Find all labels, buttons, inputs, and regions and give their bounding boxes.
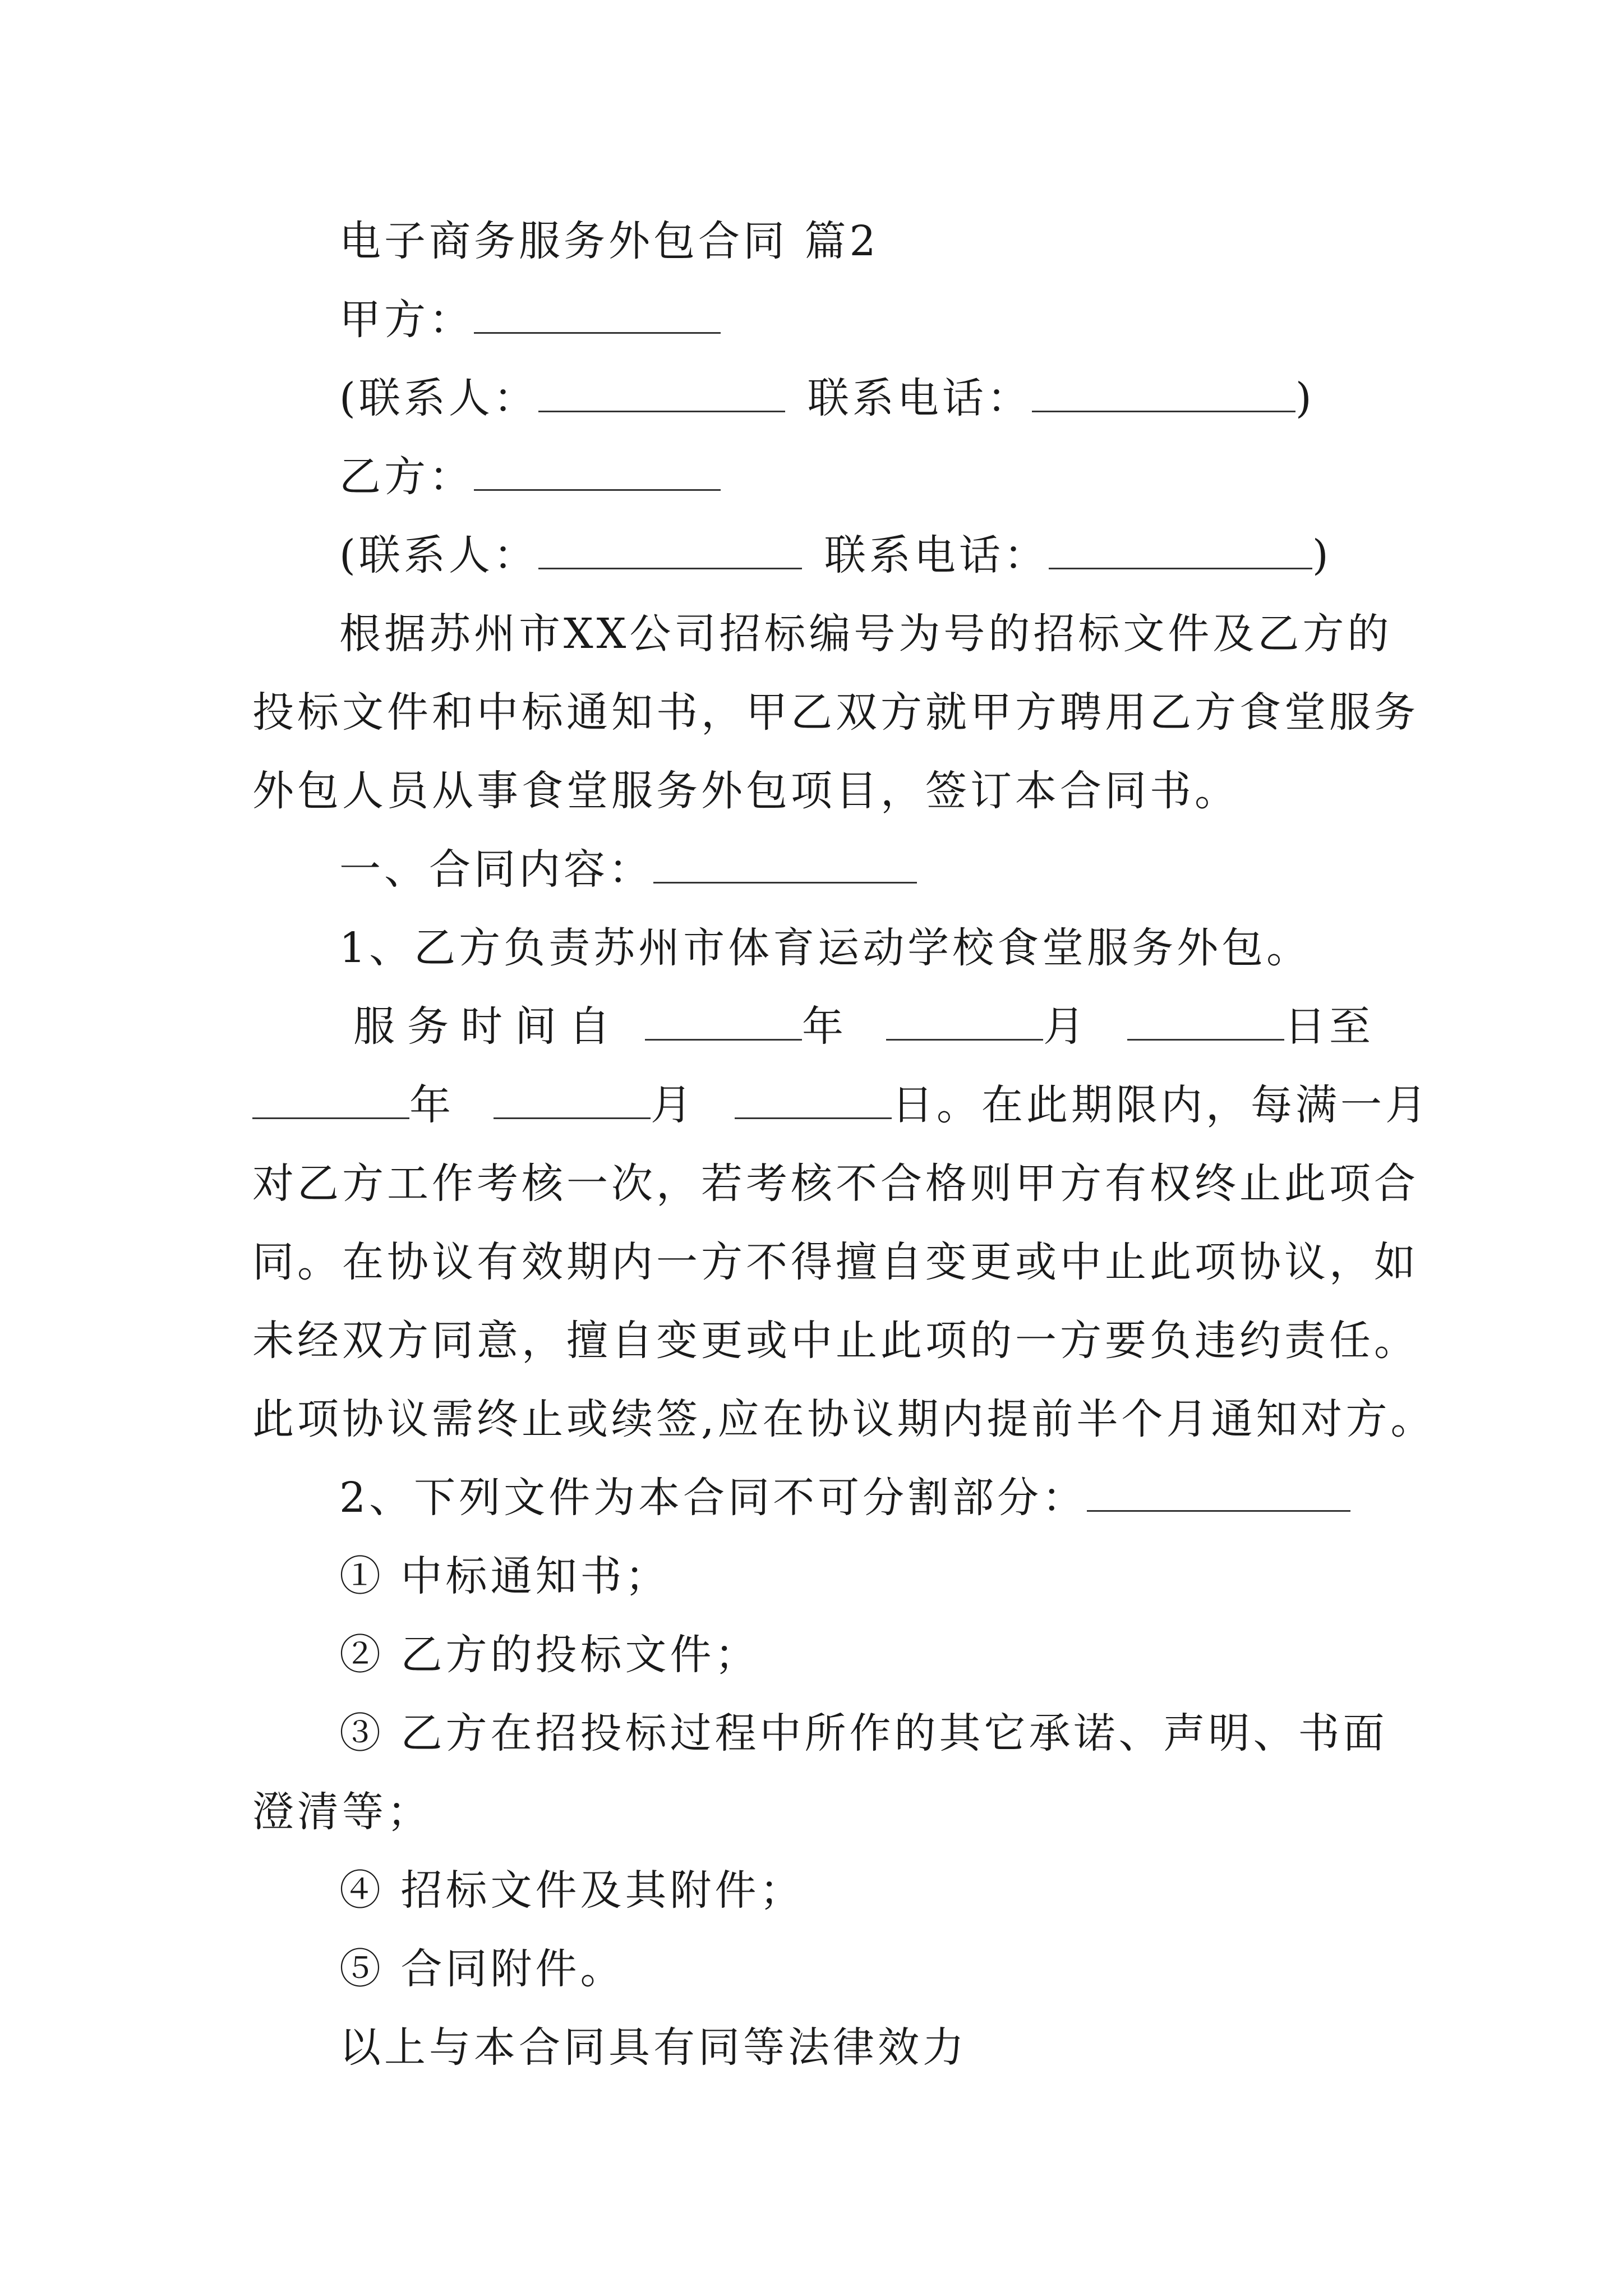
party-b-phone-blank[interactable] — [1049, 533, 1312, 569]
contract-content-blank[interactable] — [653, 847, 917, 884]
end-month-blank[interactable] — [494, 1083, 651, 1119]
end-month-unit: 月 — [651, 1081, 695, 1129]
party-a-phone-label: 联系电话： — [807, 374, 1032, 422]
doc-item-1: ① 中标通知书； — [339, 1552, 670, 1600]
start-month-blank[interactable] — [886, 1004, 1043, 1041]
section1-heading: 一、合同内容： — [339, 845, 653, 894]
intro-line-1: 根据苏州市XX公司招标编号为号的招标文件及乙方的 — [339, 610, 1393, 658]
party-b-contact-blank[interactable] — [538, 533, 802, 569]
start-year-blank[interactable] — [645, 1004, 802, 1041]
party-b-phone-label: 联系电话： — [824, 531, 1049, 579]
party-a-blank[interactable] — [474, 297, 721, 334]
party-b-blank[interactable] — [474, 454, 721, 491]
service-time-line — [353, 999, 1374, 1055]
party-b-contact-label: (联系人： — [339, 531, 538, 579]
doc-item-4: ④ 招标文件及其附件； — [339, 1866, 805, 1915]
start-month-unit: 月 — [1043, 1002, 1088, 1051]
doc-item-2: ② 乙方的投标文件； — [339, 1631, 760, 1679]
closing-statement: 以上与本合同具有同等法律效力 — [339, 2023, 967, 2072]
terms-line-3: 未经双方同意，擅自变更或中止此项的一方要负违约责任。 — [252, 1317, 1419, 1365]
party-a-label: 甲方： — [339, 296, 474, 344]
service-end-line — [252, 1077, 1430, 1133]
end-day-blank[interactable] — [735, 1083, 892, 1119]
item-2-line — [339, 1470, 1350, 1526]
party-a-contact-line — [339, 370, 1315, 426]
end-year-unit: 年 — [409, 1081, 454, 1129]
doc-item-3: ③ 乙方在招投标过程中所作的其它承诺、声明、书面 — [339, 1709, 1388, 1757]
intro-line-2: 投标文件和中标通知书，甲乙双方就甲方聘用乙方食堂服务 — [252, 688, 1419, 737]
party-b-contact-line — [339, 527, 1332, 583]
service-time-label: 服务时间自 — [353, 1002, 623, 1051]
party-a-contact-label: (联系人： — [339, 374, 538, 422]
item-2: 2、下列文件为本合同不可分割部分： — [339, 1474, 1087, 1522]
start-day-unit: 日至 — [1284, 1002, 1374, 1051]
party-a-close: ) — [1295, 374, 1315, 422]
item-2-blank[interactable] — [1087, 1475, 1350, 1512]
end-day-text: 日。在此期限内，每满一月 — [892, 1081, 1430, 1129]
party-a-line — [339, 292, 721, 348]
item-1: 1、乙方负责苏州市体育运动学校食堂服务外包。 — [339, 924, 1312, 972]
terms-line-4: 此项协议需终止或续签,应在协议期内提前半个月通知对方。 — [252, 1395, 1436, 1443]
party-b-label: 乙方： — [339, 453, 474, 501]
party-a-contact-blank[interactable] — [538, 376, 785, 412]
intro-line-3: 外包人员从事食堂服务外包项目，签订本合同书。 — [252, 767, 1239, 815]
party-a-phone-blank[interactable] — [1032, 376, 1295, 412]
end-year-blank[interactable] — [252, 1083, 409, 1119]
document-title: 电子商务服务外包合同 篇2 — [339, 217, 879, 265]
start-year-unit: 年 — [802, 1002, 847, 1051]
section1-heading-line — [339, 841, 917, 898]
terms-line-1: 对乙方工作考核一次，若考核不合格则甲方有权终止此项合 — [252, 1159, 1419, 1208]
doc-item-3-cont: 澄清等； — [252, 1788, 432, 1836]
doc-item-5: ⑤ 合同附件。 — [339, 1945, 625, 1993]
party-b-close: ) — [1312, 531, 1332, 579]
start-day-blank[interactable] — [1127, 1004, 1284, 1041]
party-b-line — [339, 449, 721, 505]
terms-line-2: 同。在协议有效期内一方不得擅自变更或中止此项协议，如 — [252, 1238, 1419, 1286]
